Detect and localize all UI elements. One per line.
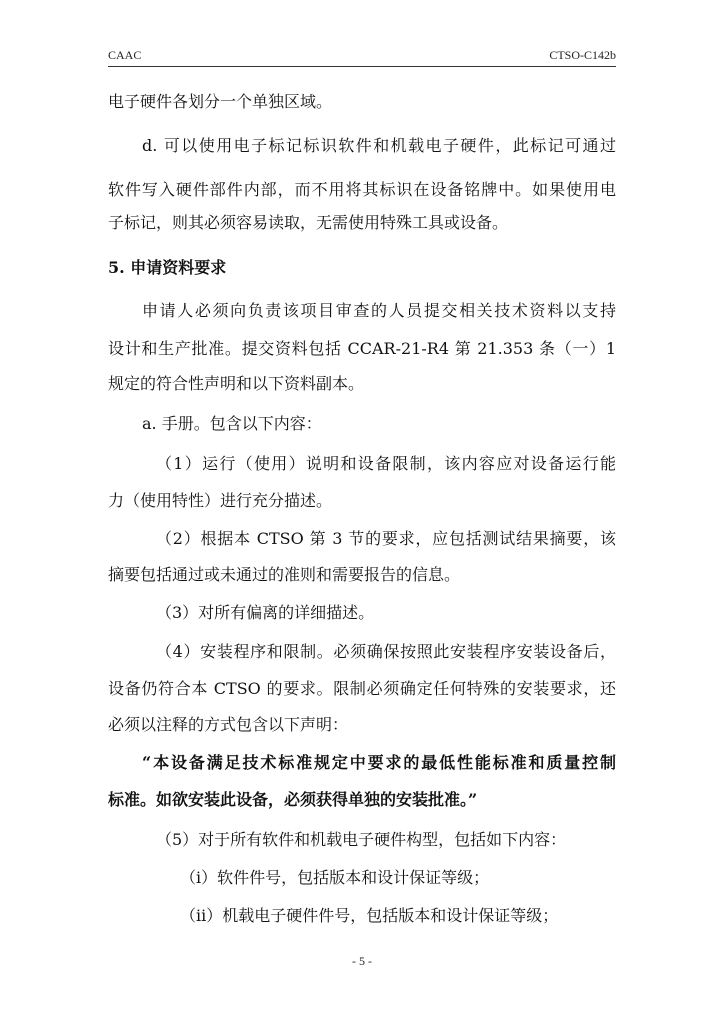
body-line: （i）软件件号，包括版本和设计保证等级； [180,868,490,887]
body-line: 子标记，则其必须容易读取，无需使用特殊工具或设备。 [108,213,509,232]
quoted-statement-line: 标准。如欲安装此设备，必须获得单独的安装批准。” [108,790,478,809]
body-line: （5）对于所有软件和机载电子硬件构型，包括如下内容： [156,830,567,849]
body-line: 电子硬件各划分一个单独区域。 [108,92,333,111]
page-number: - 5 - [352,954,372,968]
body-line: 设备仍符合本 CTSO 的要求。限制必须确定任何特殊的安装要求，还 [108,679,616,698]
body-line: 摘要包括通过或未通过的准则和需要报告的信息。 [108,565,461,584]
body-line: （2）根据本 CTSO 第 3 节的要求，应包括测试结果摘要，该 [156,529,616,548]
body-line: 必须以注释的方式包含以下声明： [108,715,349,734]
section-heading: 5. 申请资料要求 [108,258,227,277]
body-line: a. 手册。包含以下内容： [142,414,322,433]
quoted-statement-line: “本设备满足技术标准规定中要求的最低性能标准和质量控制 [142,753,616,772]
header-rule [108,66,616,67]
body-line: （4）安装程序和限制。必须确保按照此安装程序安装设备后， [156,642,616,661]
body-line: d. 可以使用电子标记标识软件和机载电子硬件，此标记可通过 [142,136,616,155]
header-right-text: CTSO-C142b [549,48,616,62]
body-line: 设计和生产批准。提交资料包括 CCAR-21-R4 第 21.353 条（一）1 [108,339,616,358]
body-line: （1）运行（使用）说明和设备限制，该内容应对设备运行能 [156,454,616,473]
body-line: （3）对所有偏离的详细描述。 [156,603,375,622]
header-left-text: CAAC [108,48,142,62]
body-line: 力（使用特性）进行充分描述。 [108,491,333,510]
body-line: 软件写入硬件部件内部，而不用将其标识在设备铭牌中。如果使用电 [108,180,616,199]
body-line: （ii）机载电子硬件件号，包括版本和设计保证等级； [180,906,559,925]
body-line: 申请人必须向负责该项目审查的人员提交相关技术资料以支持 [142,301,616,320]
body-line: 规定的符合性声明和以下资料副本。 [108,374,365,393]
page-header [108,48,616,68]
